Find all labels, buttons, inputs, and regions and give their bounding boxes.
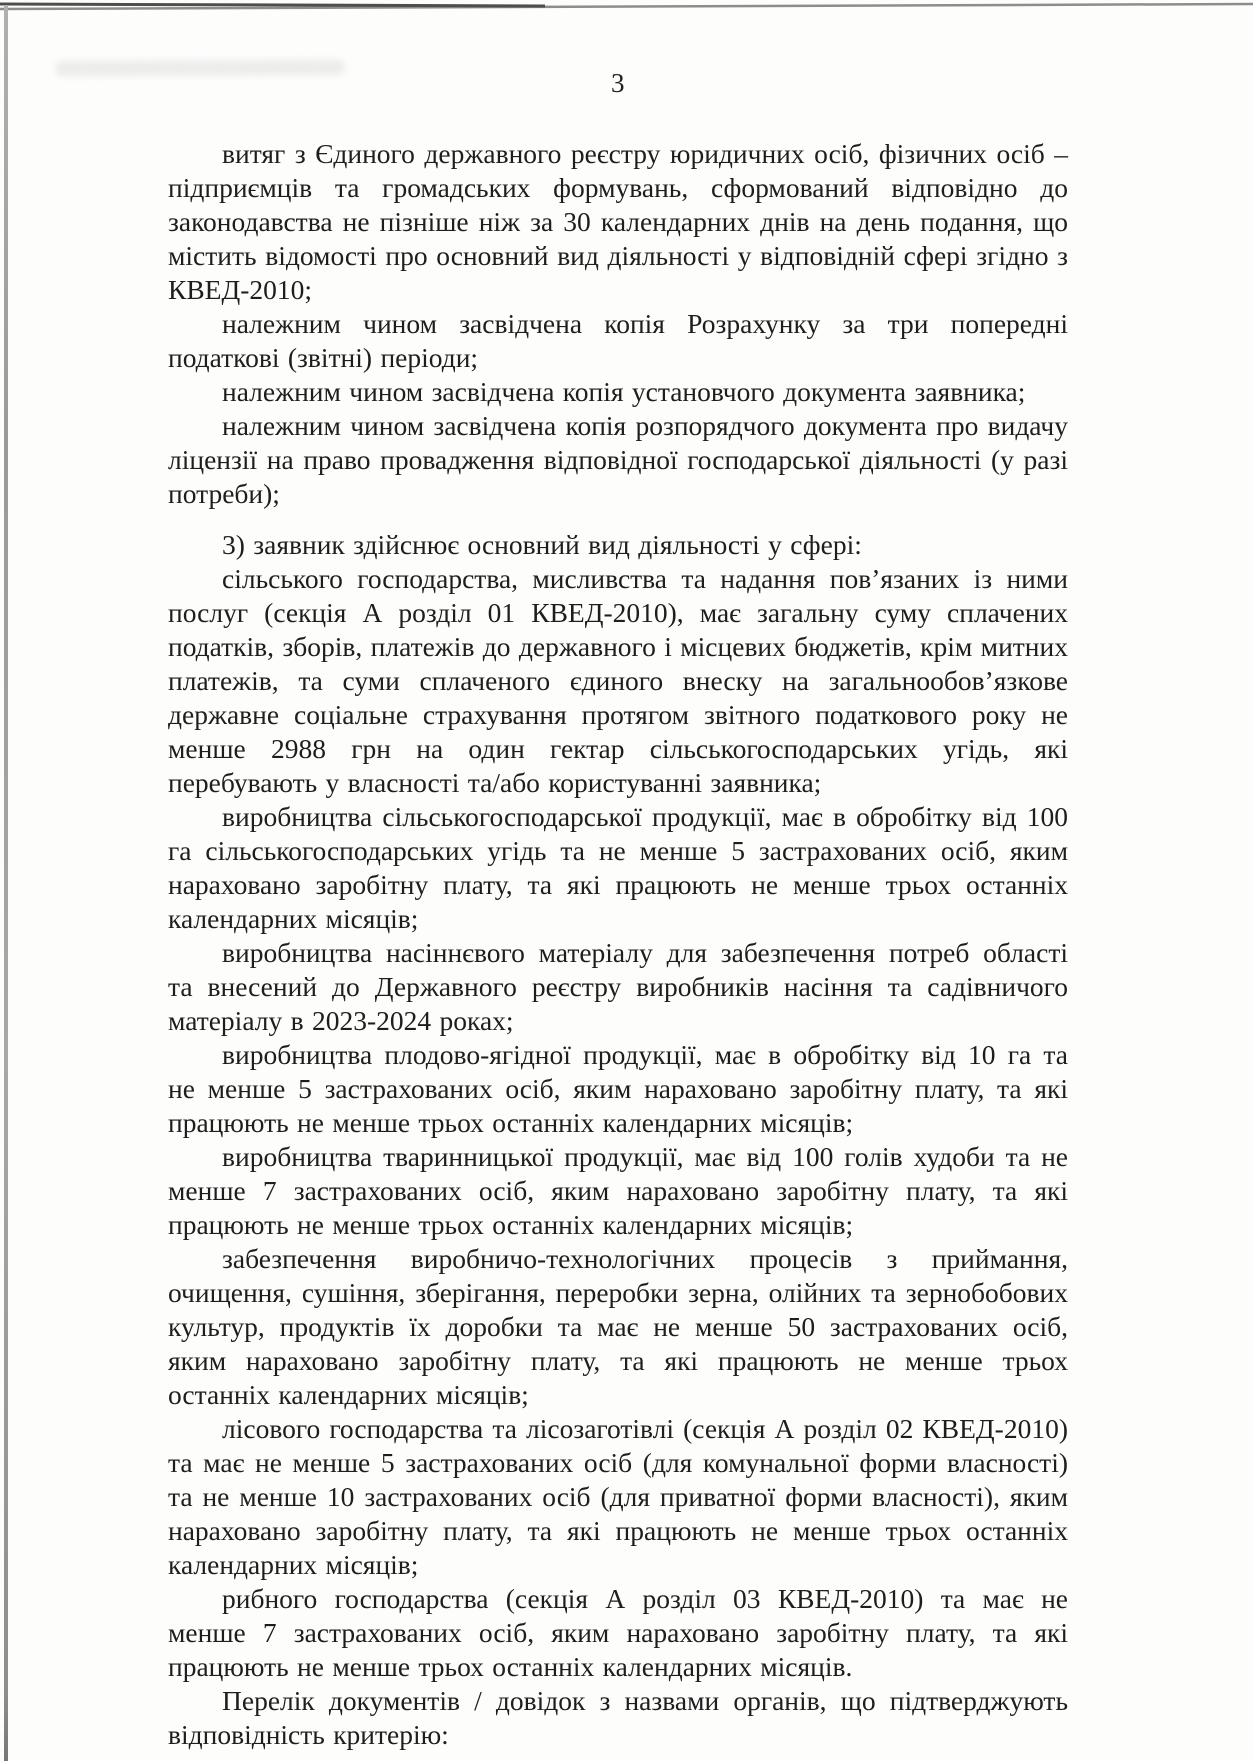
scan-edge-left: [4, 5, 8, 1761]
paragraph: лісового господарства та лісозаготівлі (секція А розділ 02 КВЕД-2010) та має не менше 5 застрахованих осіб (для комунальної форми власності) та не менше 10 застрахованих осіб (для приватної форми власності), яким нараховано заробітну плату, та які працюють не менше трьох останніх календарних місяців;: [168, 1413, 1068, 1580]
paragraph: Перелік документів / довідок з назвами органів, що підтверджують відповідність критерію:: [168, 1685, 1068, 1750]
document-body: [168, 137, 1068, 1752]
paragraph: належним чином засвідчена копія установчого документа заявника;: [222, 376, 1026, 407]
scan-edge-top-icon: [0, 0, 1253, 16]
paragraph: рибного господарства (секція А розділ 03 КВЕД-2010) та має не менше 7 застрахованих осіб, яким нараховано заробітну плату, та які працюють не менше трьох останніх календарних місяців.: [168, 1583, 1068, 1682]
paragraph: належним чином засвідчена копія Розрахунку за три попередні податкові (звітні) періоди;: [168, 308, 1068, 373]
paragraph: 3) заявник здійснює основний вид діяльності у сфері:: [222, 529, 862, 560]
paragraph: належним чином засвідчена копія розпорядчого документа про видачу ліцензії на право провадження відповідної господарської діяльності (у разі потреби);: [168, 410, 1068, 509]
paragraph: витяг з Єдиного державного реєстру юридичних осіб, фізичних осіб – підприємців та громадських формувань, сформований відповідно до законодавства не пізніше ніж за 30 календарних днів на день подання, що містить відомості про основний вид діяльності у відповідній сфері згідно з КВЕД-2010;: [168, 138, 1068, 305]
page-number: 3: [611, 68, 625, 98]
paragraph: виробництва плодово-ягідної продукції, має в обробітку від 10 га та не менше 5 застрахованих осіб, яким нараховано заробітну плату, та які працюють не менше трьох останніх календарних місяців;: [168, 1039, 1068, 1138]
paragraph: сільського господарства, мисливства та надання пов’язаних із ними послуг (секція А розділ 01 КВЕД-2010), має загальну суму сплачених податків, зборів, платежів до державного і місцевих бюджетів, крім митних платежів, та суми сплаченого єдиного внеску на загальнообов’язкове державне соціальне страхування протягом звітного податкового року не менше 2988 грн на один гектар сільськогосподарських угідь, які перебувають у власності та/або користуванні заявника;: [168, 563, 1068, 798]
paragraph: забезпечення виробничо-технологічних процесів з приймання, очищення, сушіння, зберігання, переробки зерна, олійних та зернобобових культур, продуктів їх доробки та має не менше 50 застрахованих осіб, яким нараховано заробітну плату, та які працюють не менше трьох останніх календарних місяців;: [168, 1243, 1068, 1410]
paragraph: виробництва сільськогосподарської продукції, має в обробітку від 100 га сільськогосподарських угідь та не менше 5 застрахованих осіб, яким нараховано заробітну плату, та які працюють не менше трьох останніх календарних місяців;: [168, 801, 1068, 934]
paragraph: виробництва насіннєвого матеріалу для забезпечення потреб області та внесений до Державного реєстру виробників насіння та садівничого матеріалу в 2023-2024 роках;: [168, 937, 1068, 1036]
paragraph: виробництва тваринницької продукції, має від 100 голів худоби та не менше 7 застрахованих осіб, яким нараховано заробітну плату, та які працюють не менше трьох останніх календарних місяців;: [168, 1141, 1068, 1240]
